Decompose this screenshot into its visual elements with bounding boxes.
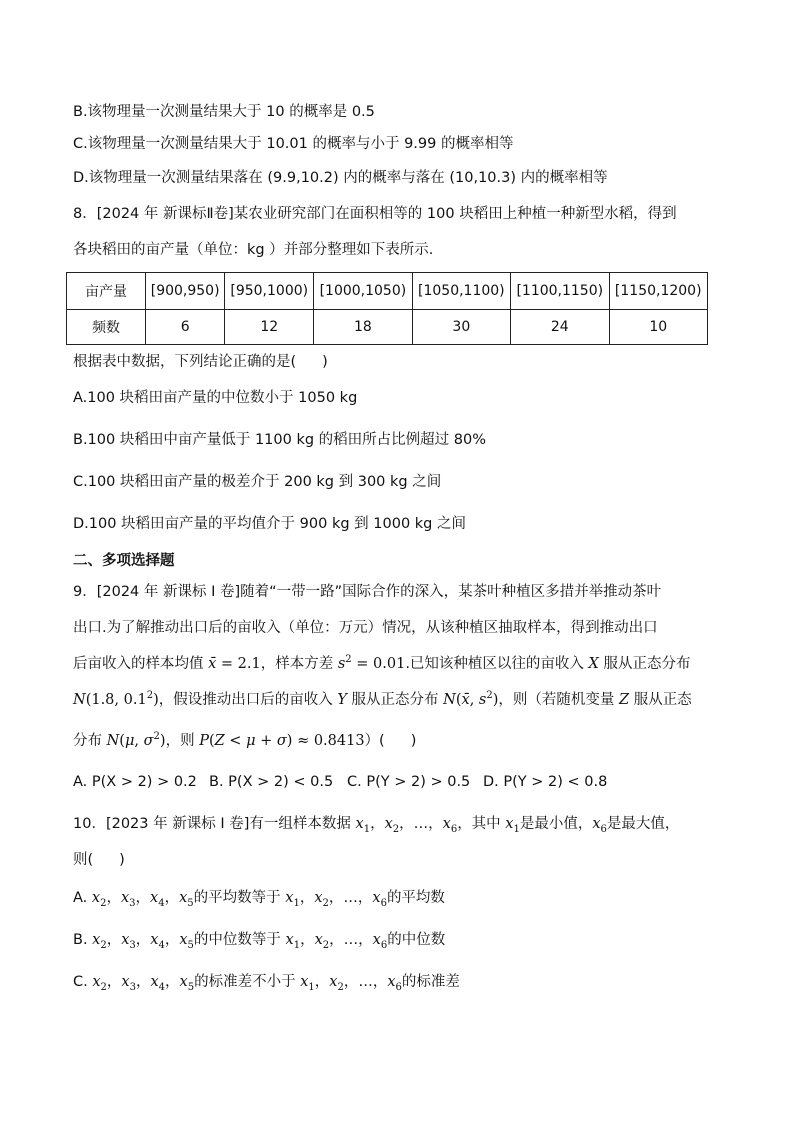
q9-text: ) xyxy=(410,733,417,749)
q9-text: .已知该种植区以往的亩收入 xyxy=(405,656,589,672)
q9-text: ，样本方差 xyxy=(260,656,338,672)
table-cell: [1000,1050) xyxy=(314,273,412,310)
table-cell: 6 xyxy=(146,310,225,345)
q10-option-b: B. $x_2$，$x_3$，$x_4$，$x_5$的中位数等于 $x_1$，$x_2$，…，$x_6$的中位数 xyxy=(73,932,446,951)
q8-question xyxy=(73,352,328,372)
q10-text: 的标准差 xyxy=(401,974,460,990)
table-cell: 30 xyxy=(412,310,510,345)
table-cell: 亩产量 xyxy=(67,273,146,310)
table-row xyxy=(67,310,708,345)
q9-text: ，则 xyxy=(165,733,200,749)
table-cell: [1100,1150) xyxy=(511,273,609,310)
q7-option-d: D.该物理量一次测量结果落在 (9.9,10.2) 内的概率与落在 (10,10.3) 内的概率相等 xyxy=(73,170,608,186)
q9-line3: 后亩收入的样本均值 x̄ = 2.1，样本方差 $s^2 = 0.01$.已知该种植区以往的亩收入 X 服从正态分布 xyxy=(73,654,691,672)
q9-line2: 出口.为了解推动出口后的亩收入（单位：万元）情况，从该种植区抽取样本，得到推动出口 xyxy=(73,620,658,636)
q8-stem-line1: 8．[2024 年 新课标Ⅱ卷]某农业研究部门在面积相等的 100 块稻田上种植一种新型水稻，得到 xyxy=(73,206,677,222)
table-cell: [1050,1100) xyxy=(412,273,510,310)
table-cell: 12 xyxy=(225,310,314,345)
table-cell: [900,950) xyxy=(146,273,225,310)
q8-option-c: C.100 块稻田亩产量的极差介于 200 kg 到 300 kg 之间 xyxy=(73,474,442,490)
q10-text: 的平均数等于 xyxy=(193,890,286,906)
q8-option-b: B.100 块稻田中亩产量低于 1100 kg 的稻田所占比例超过 80% xyxy=(73,432,487,448)
q7-option-c: C.该物理量一次测量结果大于 10.01 的概率与小于 9.99 的概率相等 xyxy=(73,136,514,152)
q10-text: 的中位数 xyxy=(387,932,446,948)
q8-option-d: D.100 块稻田亩产量的平均值介于 900 kg 到 1000 kg 之间 xyxy=(73,516,466,532)
q8-question-text: 根据表中数据，下列结论正确的是( xyxy=(73,354,297,370)
q10-text: 是最大值， xyxy=(606,816,680,832)
q9-text: ，则（若随机变量 xyxy=(498,692,620,708)
q9-option-d: D. P(Y > 2) < 0.8 xyxy=(483,774,608,790)
q9-line5: 分布 N(μ, $\sigma^2$)，则 P(Z < μ + σ) ≈ 0.8413）( ) xyxy=(73,731,417,749)
q9-text: 服从正态分布 xyxy=(598,656,691,672)
yield-frequency-table xyxy=(66,272,708,345)
q10-text: 的平均数 xyxy=(386,890,445,906)
q10-option-a: A. $x_2$，$x_3$，$x_4$，$x_5$的平均数等于 $x_1$，$x_2$，…，$x_6$的平均数 xyxy=(73,890,445,909)
q9-text: ，假设推动出口后的亩收入 xyxy=(158,692,338,708)
table-cell: 18 xyxy=(314,310,412,345)
q8-question-end: ) xyxy=(322,354,328,370)
q10-line1: 10．[2023 年 新课标 I 卷]有一组样本数据 $x_1$，$x_2$，…，$x_6$，其中 $x_1$是最小值，$x_6$是最大值， xyxy=(73,816,680,835)
q7-option-b: B.该物理量一次测量结果大于 10 的概率是 0.5 xyxy=(73,104,375,120)
q10-text: ，其中 xyxy=(457,816,506,832)
table-cell: [1150,1200) xyxy=(609,273,708,310)
q10-line2 xyxy=(73,850,125,870)
q8-option-a: A.100 块稻田亩产量的中位数小于 1050 kg xyxy=(73,390,358,406)
q9-line4: N(1.8, $0.1^2$)，假设推动出口后的亩收入 Y 服从正态分布 N(x̄, $s^2$)，则（若随机变量 Z 服从正态 xyxy=(73,690,692,708)
q10-option-c: C. $x_2$，$x_3$，$x_4$，$x_5$的标准差不小于 $x_1$，$x_2$，…，$x_6$的标准差 xyxy=(73,974,460,993)
q8-stem-line2: 各块稻田的亩产量（单位：kg ）并部分整理如下表所示. xyxy=(73,242,434,258)
q10-text: 则( xyxy=(73,852,94,868)
q10-text: 10．[2023 年 新课标 I 卷]有一组样本数据 xyxy=(73,816,356,832)
q10-text: 的中位数等于 xyxy=(193,932,286,948)
q9-option-b: B. P(X > 2) < 0.5 xyxy=(209,774,334,790)
table-cell: [950,1000) xyxy=(225,273,314,310)
q9-option-a: A. P(X > 2) > 0.2 xyxy=(73,774,197,790)
q9-line1: 9．[2024 年 新课标 I 卷]随着“一带一路”国际合作的深入，某茶叶种植区多措并举推动茶叶 xyxy=(73,584,662,600)
table-cell: 10 xyxy=(609,310,708,345)
q9-text: ）( xyxy=(364,733,385,749)
q9-text: 服从正态 xyxy=(629,692,692,708)
q10-text: 是最小值， xyxy=(519,816,593,832)
q9-text: 服从正态分布 xyxy=(346,692,444,708)
q9-text: 分布 xyxy=(73,733,107,749)
q9-text: 后亩收入的样本均值 xyxy=(73,656,209,672)
table-cell: 24 xyxy=(511,310,609,345)
table-cell: 频数 xyxy=(67,310,146,345)
table-header-row xyxy=(67,273,708,310)
q10-text: 的标准差不小于 xyxy=(194,974,301,990)
section-title: 二、多项选择题 xyxy=(73,553,175,569)
q9-options xyxy=(73,772,607,792)
q9-option-c: C. P(Y > 2) > 0.5 xyxy=(347,774,471,790)
q10-text: ) xyxy=(119,852,125,868)
